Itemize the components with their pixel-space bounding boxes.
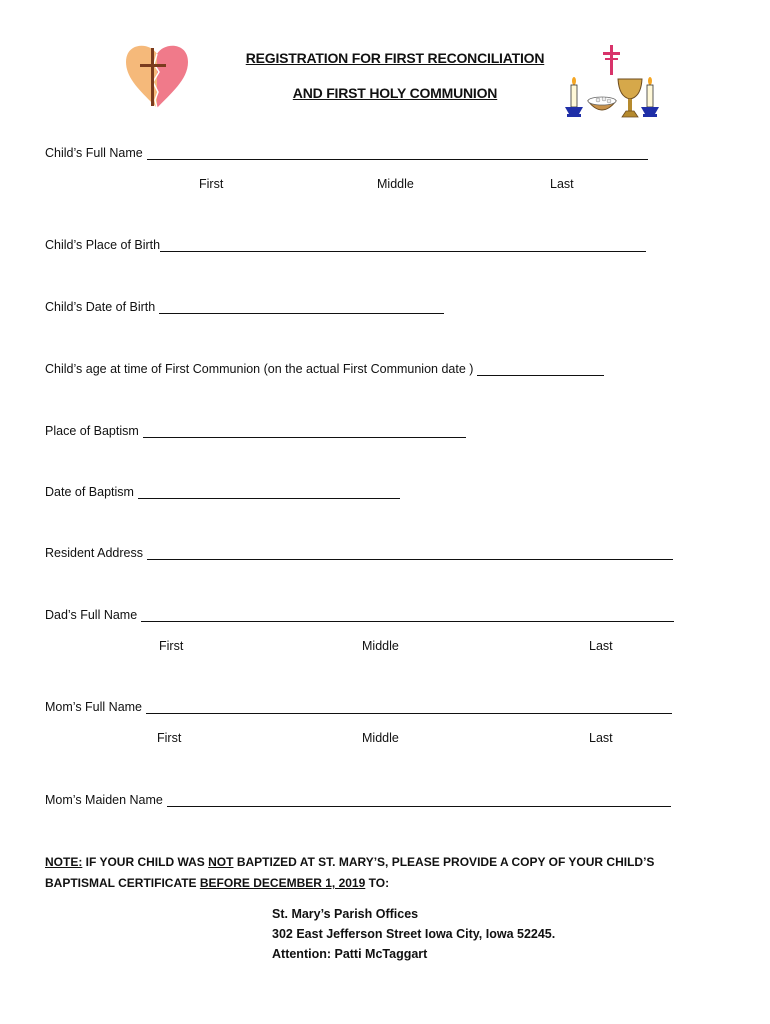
mom-maiden-label: Mom’s Maiden Name (45, 793, 163, 807)
child-first-label: First (199, 177, 224, 191)
dad-name-row (45, 607, 674, 622)
dad-middle-label: Middle (362, 639, 399, 653)
communion-age-row (45, 361, 604, 376)
dad-name-field[interactable] (141, 607, 674, 622)
address-field[interactable] (147, 545, 673, 560)
dad-last-label: Last (589, 639, 613, 653)
mailing-address (272, 904, 555, 964)
note-prefix: NOTE: (45, 855, 83, 869)
communion-chalice-icon (562, 43, 662, 121)
child-last-label: Last (550, 177, 574, 191)
child-middle-label: Middle (377, 177, 414, 191)
mom-name-row (45, 699, 672, 714)
mom-first-label: First (157, 731, 182, 745)
dad-name-label: Dad’s Full Name (45, 608, 138, 622)
address-line1: St. Mary’s Parish Offices (272, 907, 419, 921)
baptism-note (45, 852, 725, 894)
mom-middle-label: Middle (362, 731, 399, 745)
baptism-date-field[interactable] (138, 484, 400, 499)
communion-age-label: Child’s age at time of First Communion (on the actual First Communion date ) (45, 362, 474, 376)
birth-place-row (45, 237, 646, 252)
baptism-place-row (45, 423, 466, 438)
mom-name-field[interactable] (146, 699, 672, 714)
baptism-place-label: Place of Baptism (45, 424, 139, 438)
child-name-field[interactable] (147, 145, 648, 160)
mom-maiden-row (45, 792, 671, 807)
form-title-line1: REGISTRATION FOR FIRST RECONCILIATION (245, 50, 545, 66)
note-text-c: TO: (365, 876, 390, 890)
address-line3: Attention: Patti McTaggart (272, 947, 428, 961)
note-text-a: IF YOUR CHILD WAS (82, 855, 209, 869)
baptism-date-label: Date of Baptism (45, 485, 134, 499)
address-label: Resident Address (45, 546, 143, 560)
baptism-date-row (45, 484, 400, 499)
baptism-place-field[interactable] (143, 423, 466, 438)
birth-date-row (45, 299, 444, 314)
child-name-label: Child’s Full Name (45, 146, 143, 160)
address-row (45, 545, 673, 560)
note-not: NOT (208, 855, 234, 869)
dad-first-label: First (159, 639, 184, 653)
form-title-line2: AND FIRST HOLY COMMUNION (292, 85, 498, 101)
note-deadline: BEFORE DECEMBER 1, 2019 (199, 876, 366, 890)
birth-place-label: Child’s Place of Birth (45, 238, 161, 252)
birth-date-field[interactable] (159, 299, 444, 314)
mom-name-label: Mom’s Full Name (45, 700, 143, 714)
child-name-row (45, 145, 648, 160)
birth-place-field[interactable] (160, 237, 646, 252)
birth-date-label: Child’s Date of Birth (45, 300, 156, 314)
note-text-b: BAPTIZED AT ST. MARY’S, PLEASE PROVIDE A COPY OF YOUR CHILD’S BAPTISMAL CERTIFICATE (45, 855, 655, 890)
address-line2: 302 East Jefferson Street Iowa City, Iowa 52245. (272, 927, 556, 941)
mom-maiden-field[interactable] (167, 792, 671, 807)
mom-last-label: Last (589, 731, 613, 745)
communion-age-field[interactable] (477, 361, 604, 376)
